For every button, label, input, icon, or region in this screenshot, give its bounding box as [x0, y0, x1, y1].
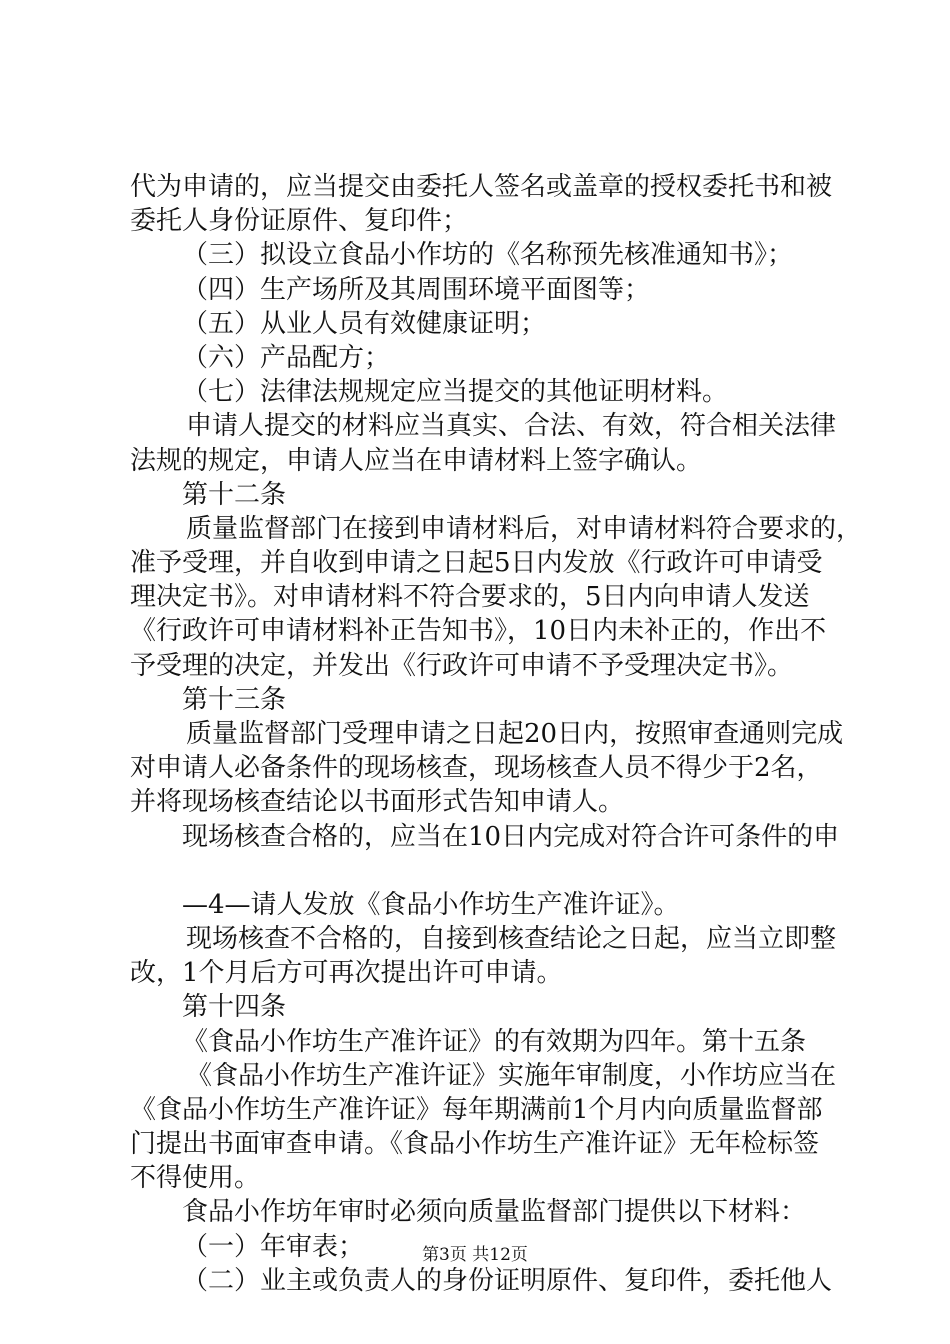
text-line: 改，1个月后方可再次提出许可申请。 — [130, 958, 563, 989]
article-heading: 第十二条 — [182, 479, 287, 510]
text-line: （五）从业人员有效健康证明； — [182, 308, 547, 339]
text-line: 现场核查合格的，应当在10日内完成对符合许可条件的申 — [182, 821, 840, 852]
text-line: 现场核查不合格的，自接到核查结论之日起，应当立即整 — [186, 923, 837, 954]
document-body — [130, 170, 863, 1298]
text-line: 准予受理，并自收到申请之日起5日内发放《行政许可申请受 — [130, 548, 823, 579]
text-line: 予受理的决定，并发出《行政许可申请不予受理决定书》。 — [130, 650, 794, 681]
text-line: （六）产品配方； — [182, 342, 391, 373]
text-line: 委托人身份证原件、复印件； — [130, 206, 469, 237]
text-line: 《食品小作坊生产准许证》每年期满前1个月内向质量监督部 — [130, 1094, 823, 1125]
text-line: （四）生产场所及其周围环境平面图等； — [182, 274, 651, 305]
text-line: （二）业主或负责人的身份证明原件、复印件，委托他人 — [182, 1265, 833, 1296]
text-line: 《行政许可申请材料补正告知书》，10日内未补正的，作出不 — [130, 616, 827, 647]
page-footer: 第3页 共12页 — [422, 1245, 528, 1265]
text-line: 代为申请的，应当提交由委托人签名或盖章的授权委托书和被 — [130, 172, 833, 202]
text-line: 门提出书面审查申请。《食品小作坊生产准许证》无年检标签 — [130, 1129, 820, 1160]
text-line: 理决定书》。对申请材料不符合要求的，5日内向申请人发送 — [130, 582, 810, 613]
text-line: 质量监督部门在接到申请材料后，对申请材料符合要求的， — [186, 513, 863, 544]
text-line: （七）法律法规规定应当提交的其他证明材料。 — [182, 377, 729, 408]
text-line: 《食品小作坊生产准许证》实施年审制度，小作坊应当在 — [186, 1060, 837, 1091]
text-line: （三）拟设立食品小作坊的《名称预先核准通知书》； — [182, 240, 794, 271]
text-line: 《食品小作坊生产准许证》的有效期为四年。第十五条 — [182, 1026, 807, 1057]
page-break-gap — [130, 854, 850, 888]
article-heading: 第十三条 — [182, 684, 287, 715]
text-line: 法规的规定，申请人应当在申请材料上签字确认。 — [130, 445, 703, 476]
text-line: 并将现场核查结论以书面形式告知申请人。 — [130, 787, 625, 818]
text-line: 申请人提交的材料应当真实、合法、有效，符合相关法律 — [186, 411, 837, 442]
text-line: —4—请人发放《食品小作坊生产准许证》。 — [182, 889, 680, 920]
text-line: （一）年审表； — [182, 1231, 365, 1262]
text-line: 不得使用。 — [130, 1163, 261, 1194]
article-heading: 第十四条 — [182, 992, 287, 1023]
text-line: 食品小作坊年审时必须向质量监督部门提供以下材料： — [182, 1197, 807, 1228]
text-line: 对申请人必备条件的现场核查，现场核查人员不得少于2名， — [130, 753, 823, 784]
text-line: 质量监督部门受理申请之日起20日内，按照审查通则完成 — [186, 719, 844, 749]
